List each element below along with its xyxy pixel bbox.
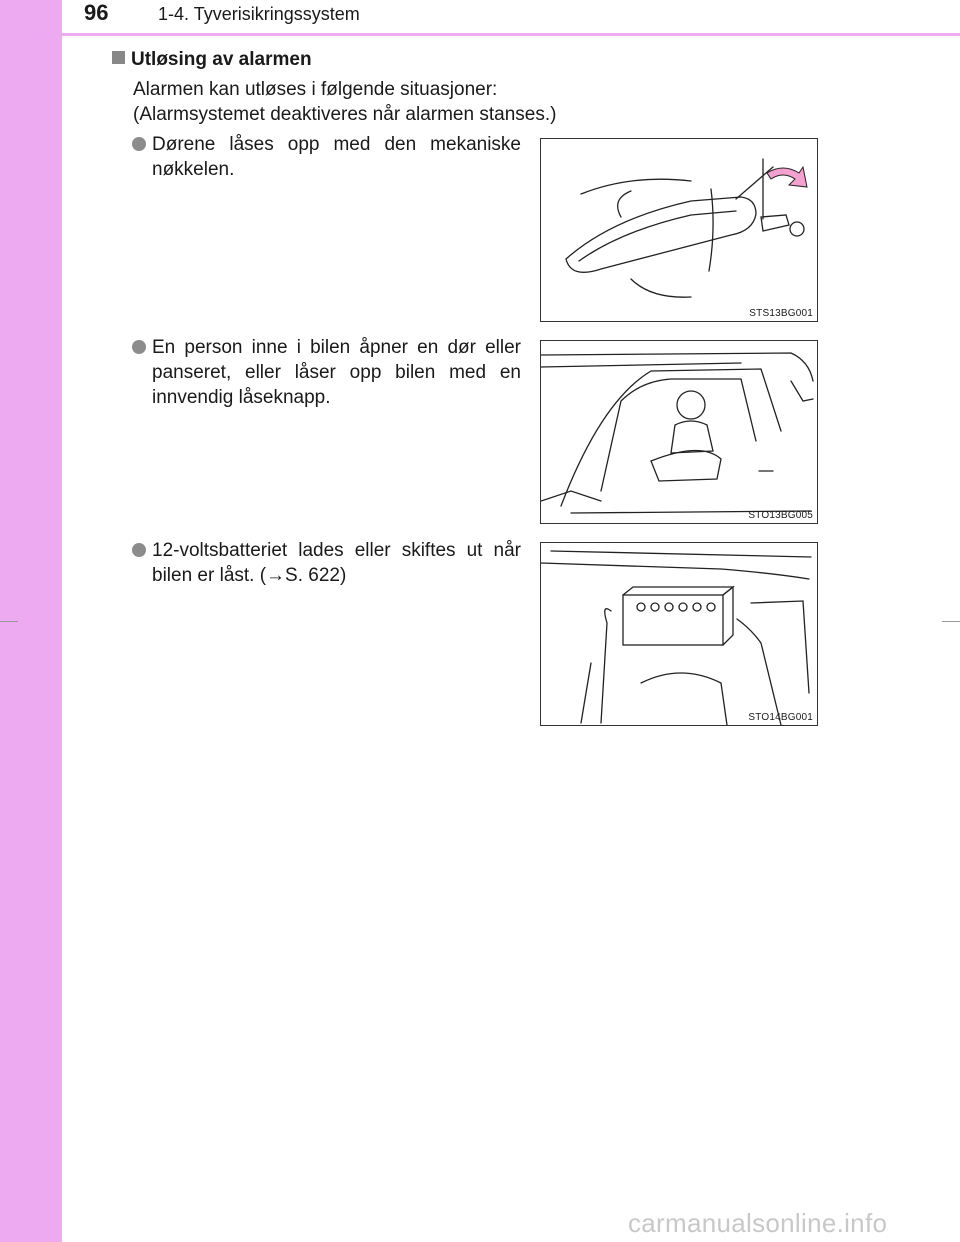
figure-door-handle-key <box>540 138 818 322</box>
door-handle-key-illustration <box>541 139 819 323</box>
crop-mark <box>942 621 960 622</box>
round-bullet-icon <box>132 543 146 557</box>
round-bullet-icon <box>132 340 146 354</box>
list-item-text: 12-voltsbatteriet lades eller skiftes ut når bilen er låst. (→S. 622) <box>152 540 521 586</box>
person-in-car-illustration <box>541 341 819 525</box>
figure-code: STS13BG001 <box>749 308 813 319</box>
page-number: 96 <box>84 0 109 25</box>
figure-code: STO13BG005 <box>748 510 813 521</box>
figure-code: STO14BG001 <box>748 712 813 723</box>
intro-line: (Alarmsystemet deaktiveres når alarmen stanses.) <box>133 104 557 125</box>
intro-line: Alarmen kan utløses i følgende situasjoner: <box>133 79 498 100</box>
list-item-text: Dørene låses opp med den mekaniske nøkkelen. <box>152 134 521 180</box>
battery-replacement-illustration <box>541 543 819 727</box>
section-heading-text: Utløsing av alarmen <box>131 49 312 70</box>
figure-person-in-car <box>540 340 818 524</box>
list-item <box>133 132 521 182</box>
list-item-text: En person inne i bilen åpner en dør eller panseret, eller låser opp bilen med en innvendig låseknapp. <box>152 337 521 408</box>
section-intro <box>133 77 613 127</box>
figure-battery-replacement <box>540 542 818 726</box>
round-bullet-icon <box>132 137 146 151</box>
chapter-title: 1-4. Tyverisikringssystem <box>158 4 360 24</box>
list-item <box>133 335 521 410</box>
header-rule <box>62 33 960 36</box>
crop-mark <box>0 621 18 622</box>
section-heading <box>112 49 312 71</box>
square-bullet-icon <box>112 51 125 64</box>
list-item <box>133 538 521 588</box>
watermark: carmanualsonline.info <box>628 1208 888 1238</box>
